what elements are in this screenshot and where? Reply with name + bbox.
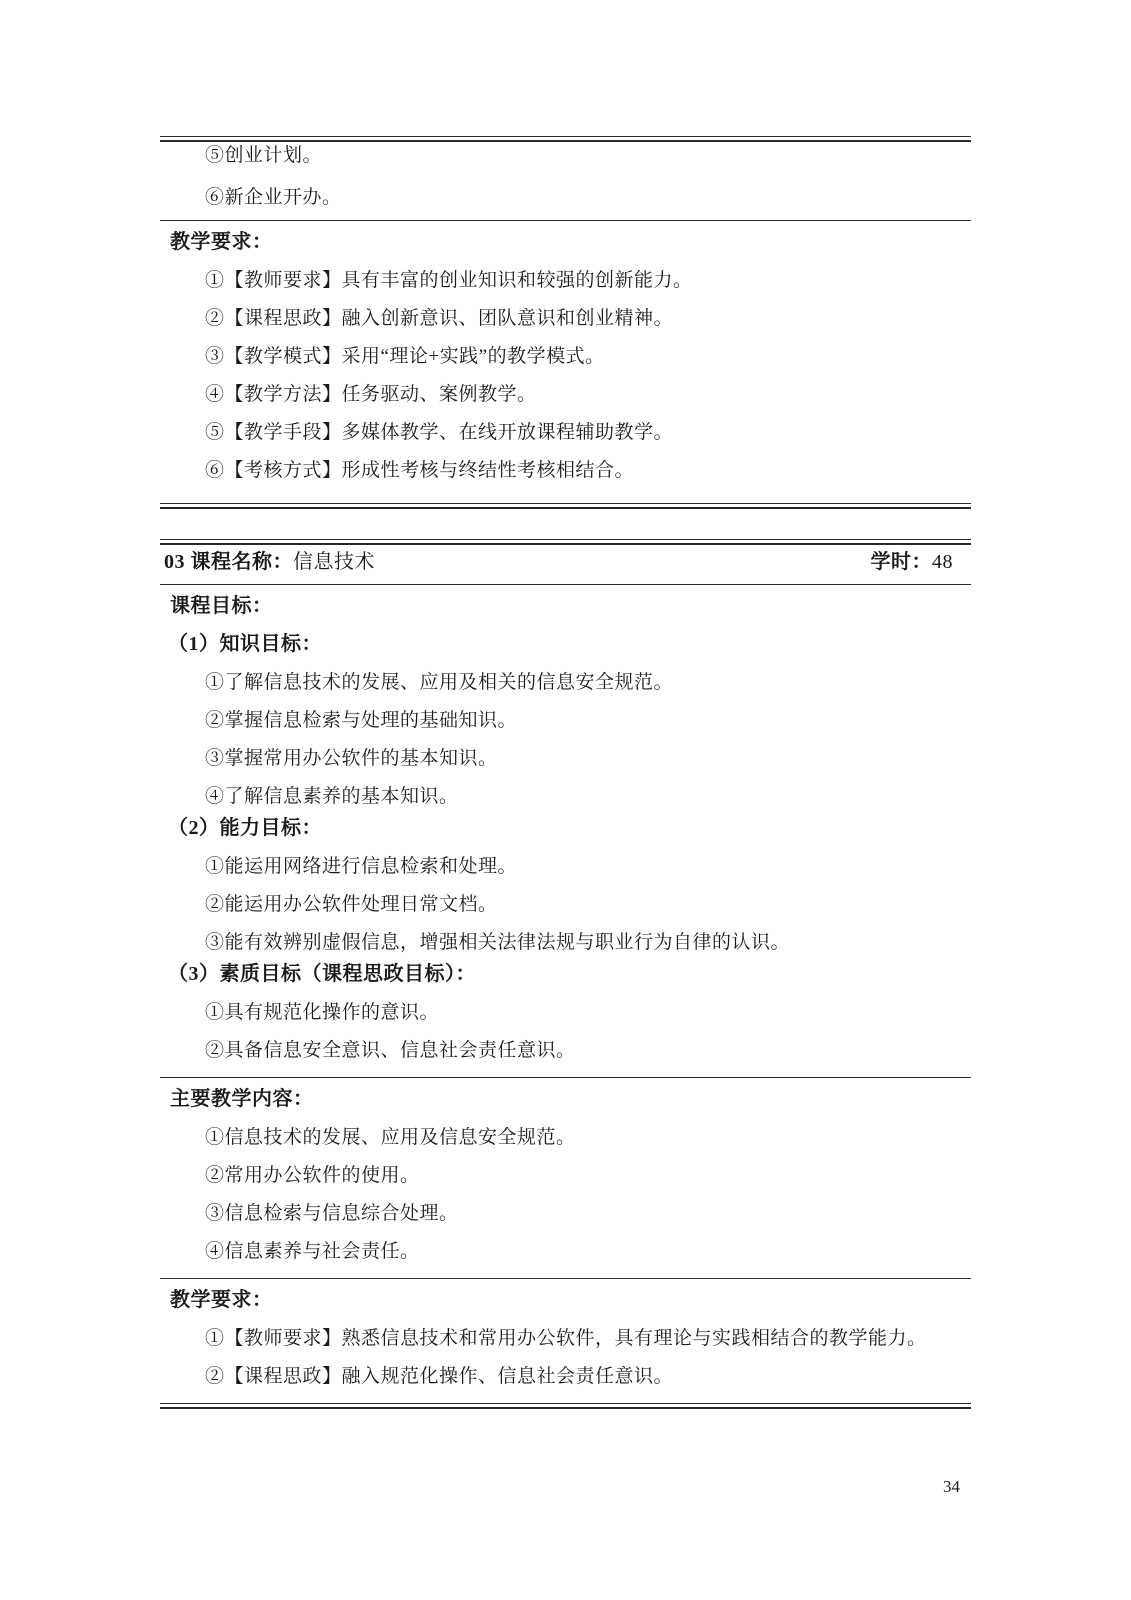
list-item: ③能有效辨别虚假信息，增强相关法律法规与职业行为自律的认识。 [205, 932, 791, 953]
row-divider [160, 1077, 971, 1078]
list-item: ④信息素养与社会责任。 [205, 1241, 420, 1262]
list-item: ⑥新企业开办。 [205, 187, 342, 208]
subsection-heading-quality: （3）素质目标（课程思政目标）： [168, 963, 476, 985]
section-heading-teaching-requirements: 教学要求： [170, 231, 273, 253]
course-hours [871, 548, 954, 576]
list-item: ②【课程思政】融入规范化操作、信息社会责任意识。 [205, 1366, 674, 1387]
list-item: ⑥【考核方式】形成性考核与终结性考核相结合。 [205, 460, 635, 481]
list-item: ①具有规范化操作的意识。 [205, 1002, 440, 1023]
subsection-heading-knowledge: （1）知识目标： [168, 633, 322, 655]
list-item: ②常用办公软件的使用。 [205, 1165, 420, 1186]
list-item: ④【教学方法】任务驱动、案例教学。 [205, 384, 537, 405]
course-number-label: 03 课程名称： [164, 551, 293, 573]
table-bottom-border [160, 1403, 971, 1409]
section-heading-main-content: 主要教学内容： [170, 1088, 314, 1110]
list-item: ②掌握信息检索与处理的基础知识。 [205, 710, 518, 731]
subsection-heading-ability: （2）能力目标： [168, 817, 322, 839]
list-item: ③掌握常用办公软件的基本知识。 [205, 748, 498, 769]
list-item: ②具备信息安全意识、信息社会责任意识。 [205, 1040, 576, 1061]
list-item: ①【教师要求】熟悉信息技术和常用办公软件，具有理论与实践相结合的教学能力。 [205, 1328, 927, 1349]
list-item: ③信息检索与信息综合处理。 [205, 1203, 459, 1224]
row-divider [160, 584, 971, 585]
course-title [164, 548, 375, 576]
list-item: ③【教学模式】采用“理论+实践”的教学模式。 [205, 346, 605, 367]
row-divider [160, 220, 971, 221]
page-number: 34 [943, 1477, 960, 1496]
row-divider [160, 1278, 971, 1279]
list-item: ①了解信息技术的发展、应用及相关的信息安全规范。 [205, 672, 674, 693]
table-top-border [160, 539, 971, 545]
list-item: ②能运用办公软件处理日常文档。 [205, 894, 498, 915]
section-heading-course-objectives: 课程目标： [170, 595, 273, 617]
list-item: ①【教师要求】具有丰富的创业知识和较强的创新能力。 [205, 270, 693, 291]
hours-value: 48 [932, 551, 953, 573]
list-item: ④了解信息素养的基本知识。 [205, 786, 459, 807]
table-bottom-border [160, 503, 971, 509]
list-item: ⑤【教学手段】多媒体教学、在线开放课程辅助教学。 [205, 422, 674, 443]
list-item: ⑤创业计划。 [205, 145, 323, 166]
page-content [160, 136, 971, 1409]
hours-label: 学时： [870, 551, 932, 573]
course-name: 信息技术 [293, 551, 375, 573]
list-item: ①能运用网络进行信息检索和处理。 [205, 856, 518, 877]
list-item: ②【课程思政】融入创新意识、团队意识和创业精神。 [205, 308, 674, 329]
course-header-row [160, 548, 971, 576]
section-heading-teaching-requirements: 教学要求： [170, 1289, 273, 1311]
table-top-border [160, 136, 971, 142]
list-item: ①信息技术的发展、应用及信息安全规范。 [205, 1127, 576, 1148]
